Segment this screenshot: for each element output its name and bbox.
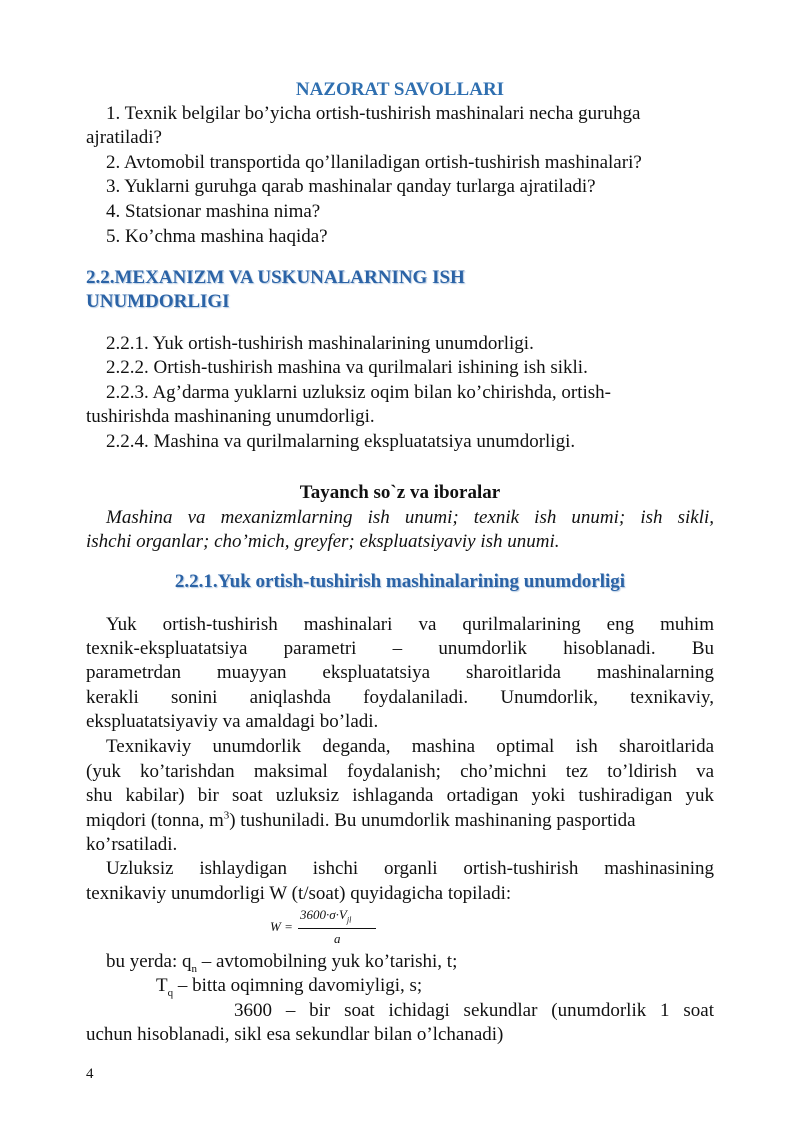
chapter-heading: 2.2.MEXANIZM VA USKUNALARNING ISH: [86, 267, 465, 288]
paragraph-line: Uzluksiz ishlaydigan ishchi organli ortish-tushirish mashinasining: [106, 858, 714, 879]
formula-lhs: W =: [270, 919, 293, 934]
paragraph-line: ko’rsatiladi.: [86, 834, 178, 855]
question-line: 3. Yuklarni guruhga qarab mashinalar qanday turlarga ajratiladi?: [106, 176, 596, 197]
toc-item: tushirishda mashinaning unumdorligi.: [86, 406, 375, 427]
question-line: 5. Ko’chma mashina haqida?: [106, 226, 328, 247]
paragraph-line: texnikaviy unumdorligi W (t/soat) quyidagicha topiladi:: [86, 883, 512, 904]
keywords-line: ishchi organlar; cho’mich, greyfer; ekspluatsiyaviy ish unumi.: [86, 531, 560, 552]
toc-item: 2.2.1. Yuk ortish-tushirish mashinalarining unumdorligi.: [106, 333, 534, 354]
paragraph-line: texnik-ekspluatatsiya parametri – unumdorlik hisoblanadi. Bu: [86, 638, 714, 659]
formula-denominator: a: [334, 931, 341, 946]
chapter-heading: UNUMDORLIGI: [86, 291, 230, 312]
paragraph-line: shu kabilar) bir soat uzluksiz ishlaganda ortadigan yoki tushiradigan yuk: [86, 785, 714, 806]
question-line: ajratiladi?: [86, 127, 162, 148]
paragraph-line: (yuk ko’tarishdan maksimal foydalanish; cho’michni tez to’ldirish va: [86, 761, 714, 782]
toc-item: 2.2.2. Ortish-tushirish mashina va qurilmalari ishining ish sikli.: [106, 357, 588, 378]
superscript: 3: [223, 809, 230, 822]
fraction-bar: [298, 928, 376, 929]
subsection-heading: 2.2.1.Yuk ortish-tushirish mashinalarining unumdorligi: [174, 571, 626, 592]
paragraph-line: parametrdan muayyan ekspluatatsiya sharoitlarida mashinalarning: [86, 662, 714, 683]
paragraph-line: Yuk ortish-tushirish mashinalari va qurilmalarining eng muhim: [106, 614, 714, 635]
question-line: 4. Statsionar mashina nima?: [106, 201, 321, 222]
definition-line: uchun hisoblanadi, sikl esa sekundlar bilan o’lchanadi): [86, 1024, 504, 1045]
paragraph-line: kerakli sonini aniqlashda foydalaniladi. Unumdorlik, texnikaviy,: [86, 687, 714, 708]
paragraph-line: ekspluatatsiyaviy va amaldagi bo’ladi.: [86, 711, 379, 732]
paragraph-line: miqdori (tonna, $m^3$) tushuniladi. Bu unumdorlik mashinaning pasportida: [86, 809, 636, 831]
paragraph-line: Texnikaviy unumdorlik deganda, mashina optimal ish sharoitlarida: [106, 736, 714, 757]
keywords-line: Mashina va mexanizmlarning ish unumi; texnik ish unumi; ish sikli,: [106, 507, 714, 528]
question-line: 2. Avtomobil transportida qo’llaniladigan ortish-tushirish mashinalari?: [106, 152, 642, 173]
formula-numerator: $3600\cdot\sigma\cdot V_{jl}$: [300, 907, 352, 925]
toc-item: 2.2.4. Mashina va qurilmalarning ekspluatatsiya unumdorligi.: [106, 431, 576, 452]
definition-line: 3600 – bir soat ichidagi sekundlar (unumdorlik 1 soat: [234, 1000, 714, 1021]
keywords-title: Tayanch so`z va iboralar: [299, 482, 501, 503]
section-title: NAZORAT SAVOLLARI: [295, 79, 505, 100]
page-number: 4: [86, 1066, 94, 1082]
definition-line: $T_q$ – bitta oqimning davomiyligi, s;: [156, 975, 423, 999]
toc-item: 2.2.3. Ag’darma yuklarni uzluksiz oqim bilan ko’chirishda, ortish-: [106, 382, 611, 403]
definition-line: bu yerda: $q_n$ – avtomobilning yuk ko’tarishi, t;: [106, 951, 458, 975]
question-line: 1. Texnik belgilar bo’yicha ortish-tushirish mashinalari necha guruhga: [106, 103, 641, 124]
productivity-formula: [270, 905, 470, 951]
